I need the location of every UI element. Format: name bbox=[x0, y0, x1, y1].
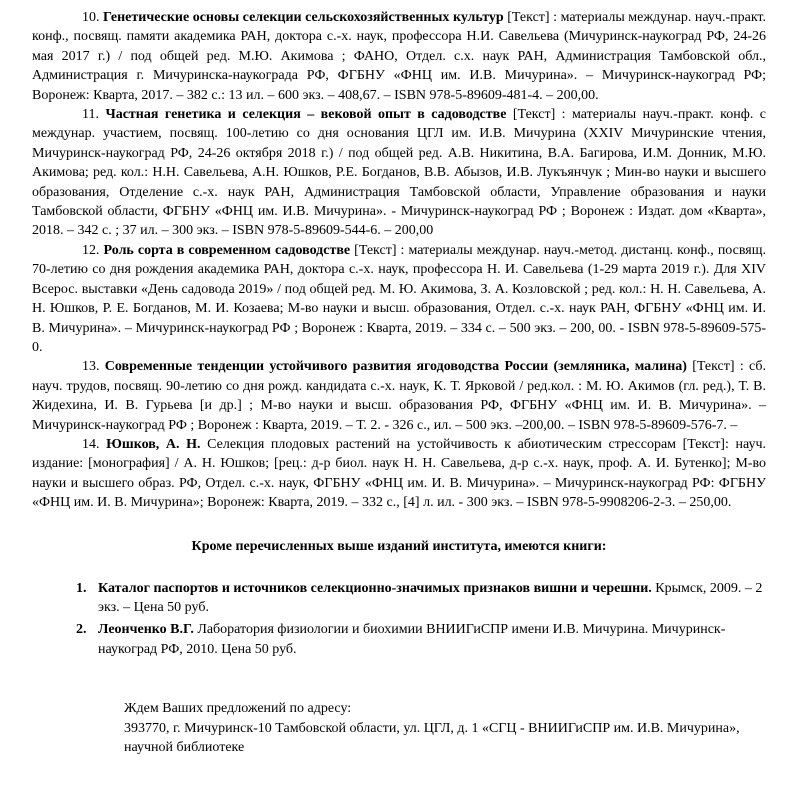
contact-block bbox=[124, 699, 766, 757]
list-item bbox=[76, 579, 766, 618]
entry-number: 14. bbox=[82, 436, 100, 452]
list-item-number: 1. bbox=[76, 580, 87, 596]
entry-body: [Текст] : сб. науч. трудов, посвящ. 90-летию со дня рожд. кандидата с.-х. наук, К. Т. Ярковой / ред.кол. : М. Ю. Акимов (гл. ред.), Т. В. Жидехина, И. В. Гурьева [и др.] ; М-во науки и высш. образования РФ, ФГБНУ «ФНЦ им. И. В. Мичурина». – Мичуринск-наукоград РФ ; Воронеж : Кварта, 2019. – Т. 2. - 326 с., ил. – 500 экз. –200,00. – ISBN 978-5-89609-576-7. – bbox=[32, 359, 766, 433]
entry-title: Частная генетика и селекция – вековой опыт в садоводстве bbox=[105, 107, 507, 123]
entry-number: 11. bbox=[82, 107, 99, 123]
books-list bbox=[32, 579, 766, 660]
book-details: Лаборатория физиологии и биохимии ВНИИГиСПР имени И.В. Мичурина. Мичуринск-наукоград РФ, 2010. Цена 50 руб. bbox=[98, 622, 726, 657]
entry-body: [Текст] : материалы междунар. науч.-практ. конф., посвящ. памяти академика РАН, доктора с.-х. наук, профессора Н.И. Савельева (Мичуринск-наукоград РФ, 24-26 мая 2017 г.) / под общей ред. М.Ю. Акимова ; ФАНО, Отдел. с.х. наук РАН, Администрация Тамбовской обл., Администрация г. Мичуринска-наукограда РФ, ФГБНУ «ФНЦ им. И.В. Мичурина». – Мичуринск-наукоград РФ; Воронеж: Кварта, 2017. – 382 с.: 13 ил. – 600 экз. – 408,67. – ISBN 978-5-89609-481-4. – 200,00. bbox=[32, 10, 766, 103]
book-title: Каталог паспортов и источников селекционно-значимых признаков вишни и черешни. bbox=[98, 580, 652, 596]
entry-number: 13. bbox=[82, 359, 100, 375]
bibliography-entry-12 bbox=[32, 241, 766, 357]
entry-number: 10. bbox=[82, 10, 100, 25]
entry-title: Современные тенденции устойчивого развития ягодоводства России (земляника, малина) bbox=[104, 359, 687, 375]
contact-intro: Ждем Ваших предложений по адресу: bbox=[124, 701, 352, 717]
contact-address: 393770, г. Мичуринск-10 Тамбовской области, ул. ЦГЛ, д. 1 «СГЦ - ВНИИГиСПР им. И.В. Мичурина», научной библиотеке bbox=[124, 720, 740, 755]
book-details: Крымск, 2009. – 2 экз. – Цена 50 руб. bbox=[98, 580, 763, 615]
entry-body: [Текст] : материалы науч.-практ. конф. с междунар. участием, посвящ. 100-летию со дня основания ЦГЛ им. И.В. Мичурина (XXIV Мичуринские чтения, Мичуринск-наукоград РФ, 24-26 октября 2018 г.) / под общей ред. А.В. Никитина, В.А. Багирова, И.М. Донник, М.Ю. Акимова; ред. кол.: Н.Н. Савельева, А.Н. Юшков, Р.Е. Богданов, В.В. Абызов, И.В. Лукъянчук ; Мин-во науки и высшего образования, Отделение с.-х. наук РАН, Администрация Тамбовской области, Управление образования и науки Тамбовской области, ФГБНУ «ФНЦ им. И.В. Мичурина». - Мичуринск-наукоград РФ ; Воронеж : Издат. дом «Кварта», 2018. – 342 с. ; 37 ил. – 300 экз. – ISBN 978-5-89609-544-6. – 200,00 bbox=[32, 107, 766, 239]
book-author: Леонченко В.Г. bbox=[98, 622, 194, 638]
bibliography-entry-13 bbox=[32, 357, 766, 435]
entry-title: Юшков, А. Н. bbox=[106, 436, 201, 452]
entry-title: Генетические основы селекции сельскохозяйственных культур bbox=[103, 10, 504, 25]
list-item bbox=[76, 620, 766, 659]
entry-body: [Текст] : материалы междунар. науч.-метод. дистанц. конф., посвящ. 70-летию со дня рождения академика РАН, доктора с.-х. наук, профессора Н. И. Савельева (1-29 марта 2019 г.). Для XIV Всерос. выставки «День садовода 2019» / под общей ред. М. Ю. Акимова, З. А. Козловской ; ред. кол.: Н. Н. Савельева, А. Н. Юшков, Р. Е. Богданов, М. И. Козаева; М-во науки и высш. образования, Отдел. с.-х. наук РАН, ФГБНУ «ФНЦ им. И. В. Мичурина». – Мичуринск-наукоград РФ ; Воронеж : Кварта, 2019. – 334 с. – 500 экз. – 200, 00. - ISBN 978-5-89609-575-0. bbox=[32, 242, 767, 355]
section-heading: Кроме перечисленных выше изданий института, имеются книги: bbox=[191, 538, 607, 554]
entry-body: Селекция плодовых растений на устойчивость к абиотическим стрессорам [Текст]: науч. издание: [монография] / А. Н. Юшков; [рец.: д-р биол. наук Н. Н. Савельева, д-р с.-х. наук, проф. А. И. Бутенко]; М-во науки и высшего образ. РФ, Отдел. с.-х. наук, ФГБНУ «ФНЦ им. И. В. Мичурина». – Мичуринск-наукоград РФ: ФГБНУ «ФНЦ им. И. В. Мичурина»; Воронеж: Кварта, 2019. – 332 с., [4] л. ил. - 300 экз. – ISBN 978-5-9908206-2-3. – 250,00. bbox=[32, 436, 767, 511]
bibliography-entry-11 bbox=[32, 105, 766, 241]
bibliography-entry-10 bbox=[32, 8, 766, 105]
entry-title: Роль сорта в современном садоводстве bbox=[103, 242, 351, 258]
entry-number: 12. bbox=[82, 242, 100, 258]
list-item-number: 2. bbox=[76, 622, 87, 638]
document-page bbox=[32, 8, 766, 757]
bibliography-entry-14 bbox=[32, 435, 766, 513]
